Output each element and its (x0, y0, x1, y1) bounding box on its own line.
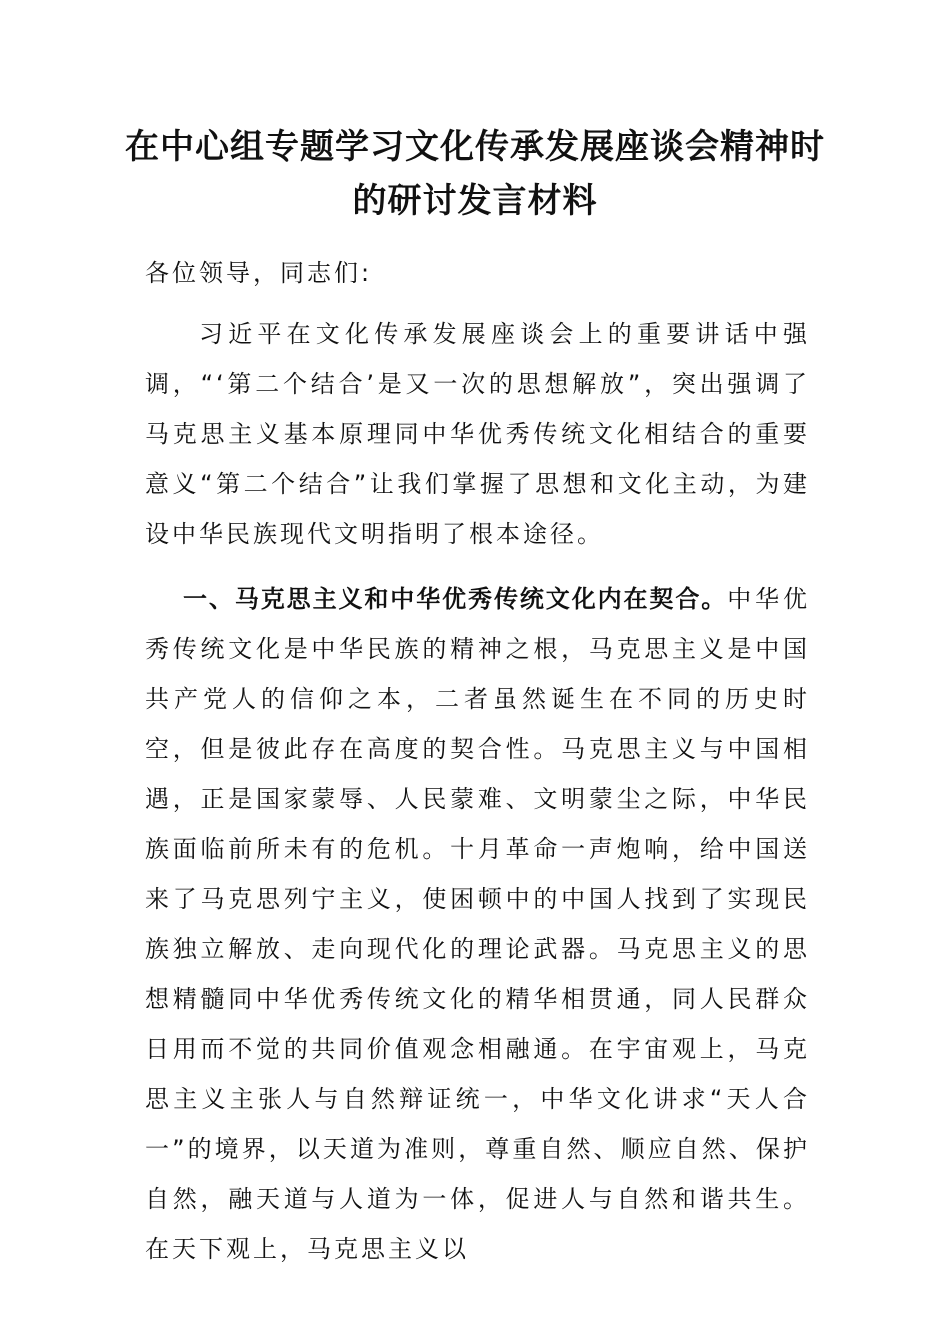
salutation: 各位领导，同志们: (145, 259, 373, 287)
section-heading: 一、马克思主义和中华优秀传统文化内在契合。 (183, 584, 728, 613)
paragraph-1: 习近平在文化传承发展座谈会上的重要讲话中强调，“‘第二个结合’是又一次的思想解放”，突出强调了马克思主义基本原理同中华优秀传统文化相结合的重要意义“第二个结合”让我们掌握了思想和文化主动，为建设中华民族现代文明指明了根本途径。 (145, 320, 810, 548)
section-body-text: 中华优秀传统文化是中华民族的精神之根，马克思主义是中国共产党人的信仰之本，二者虽然诞生在不同的历史时空，但是彼此存在高度的契合性。马克思主义与中国相遇，正是国家蒙辱、人民蒙难、文明蒙尘之际，中华民族面临前所未有的危机。十月革命一声炮响，给中国送来了马克思列宁主义，使困顿中的中国人找到了实现民族独立解放、走向现代化的理论武器。马克思主义的思想精髓同中华优秀传统文化的精华相贯通，同人民群众日用而不觉的共同价值观念相融通。在宇宙观上，马克思主义主张人与自然辩证统一，中华文化讲求“天人合一”的境界，以天道为准则，尊重自然、顺应自然、保护自然，融天道与人道为一体，促进人与自然和谐共生。在天下观上，马克思主义以 (145, 585, 811, 1263)
document-title: 在中心组专题学习文化传承发展座谈会精神时的研讨发言材料 (125, 127, 825, 221)
paragraph-2 (145, 574, 810, 1274)
